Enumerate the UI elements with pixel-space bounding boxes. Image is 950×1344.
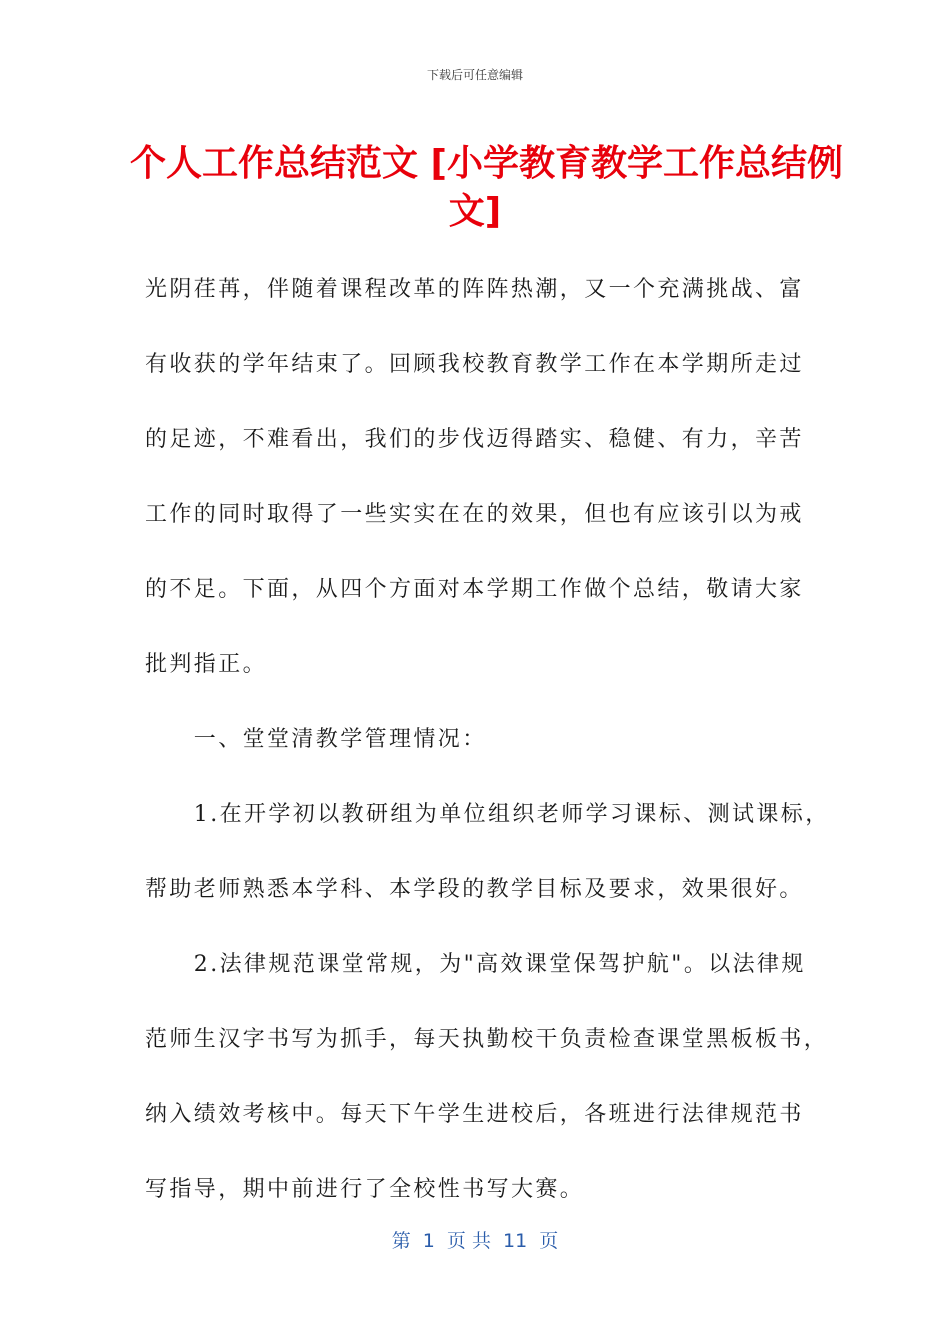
body-line: 1.在开学初以教研组为单位组织老师学习课标、测试课标， bbox=[145, 802, 830, 827]
body-line: 的不足。下面，从四个方面对本学期工作做个总结，敬请大家 bbox=[145, 577, 804, 602]
body-line: 写指导，期中前进行了全校性书写大赛。 bbox=[145, 1177, 585, 1202]
title-line: 个人工作总结范文 [小学教育教学工作总结例 bbox=[130, 143, 843, 184]
body-line: 光阴荏苒，伴随着课程改革的阵阵热潮，又一个充满挑战、富 bbox=[145, 277, 804, 302]
body-line: 的足迹，不难看出，我们的步伐迈得踏实、稳健、有力，辛苦 bbox=[145, 427, 804, 452]
body-line: 工作的同时取得了一些实实在在的效果，但也有应该引以为戒 bbox=[145, 502, 804, 527]
body-line: 2.法律规范课堂常规，为"高效课堂保驾护航"。以法律规 bbox=[145, 952, 806, 977]
title-line: 文] bbox=[448, 191, 502, 232]
document-title bbox=[130, 140, 843, 236]
body-line: 纳入绩效考核中。每天下午学生进校后，各班进行法律规范书 bbox=[145, 1102, 804, 1127]
body-line: 帮助老师熟悉本学科、本学段的教学目标及要求，效果很好。 bbox=[145, 877, 804, 902]
header-note: 下载后可任意编辑 bbox=[426, 68, 523, 82]
body-line: 有收获的学年结束了。回顾我校教育教学工作在本学期所走过 bbox=[145, 352, 804, 377]
body-line: 批判指正。 bbox=[145, 652, 268, 677]
page-number-footer: 第 1 页 共 11 页 bbox=[391, 1230, 559, 1252]
body-line: 范师生汉字书写为抓手，每天执勤校干负责检查课堂黑板板书， bbox=[145, 1027, 829, 1052]
section-heading: 一、堂堂清教学管理情况： bbox=[145, 727, 487, 752]
document-body bbox=[145, 252, 830, 1227]
